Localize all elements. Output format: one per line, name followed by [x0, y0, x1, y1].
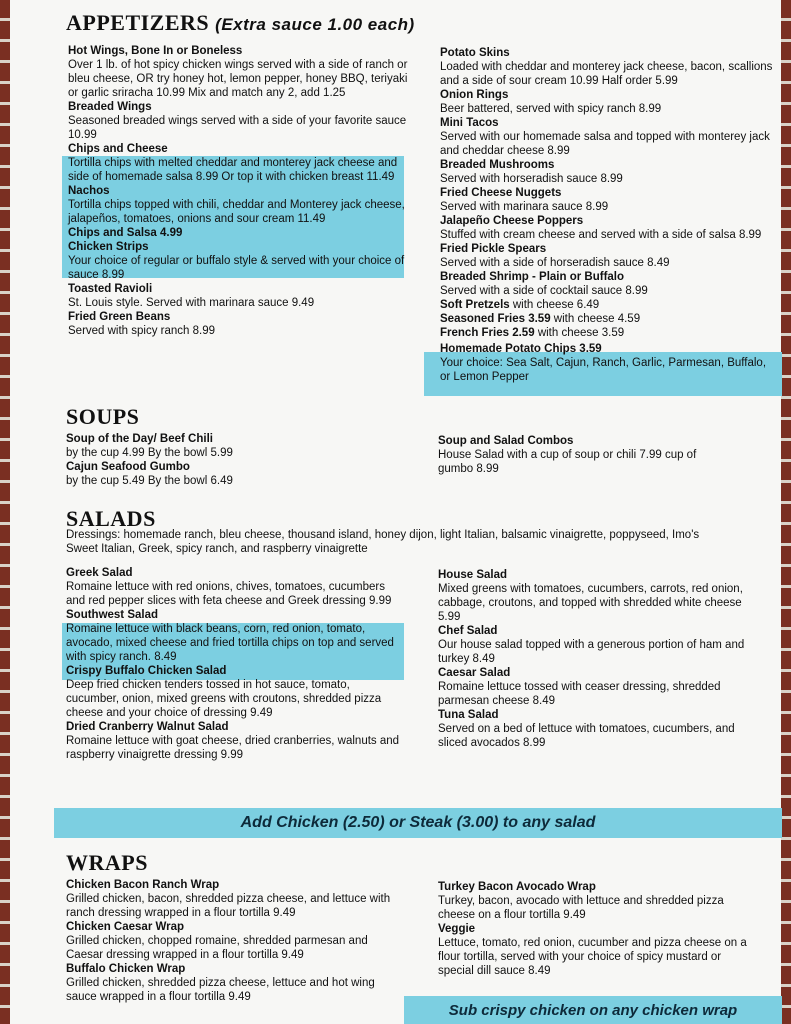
menu-item [440, 326, 776, 340]
appetizers-title: APPETIZERS [66, 10, 210, 35]
appetizers-right-column [440, 46, 776, 384]
item-name: Tuna Salad [438, 709, 499, 721]
item-desc: Served with a side of horseradish sauce 8.49 [440, 257, 670, 269]
item-name: Breaded Mushrooms [440, 159, 555, 171]
salads-heading: SALADS [66, 506, 156, 531]
item-name: Crispy Buffalo Chicken Salad [66, 665, 227, 677]
menu-item [438, 880, 758, 922]
menu-item [440, 270, 776, 298]
item-name: French Fries 2.59 [440, 327, 535, 339]
item-desc: with cheese 4.59 [553, 313, 641, 325]
appetizers-left-column [68, 44, 408, 338]
item-desc: Romaine lettuce with black beans, corn, red onion, tomato, avocado, mixed cheese and fried tortilla chips on top and served with spicy ranch. 8.49 [66, 623, 394, 663]
item-desc: by the cup 4.99 By the bowl 5.99 [66, 447, 233, 459]
item-desc: Stuffed with cream cheese and served with a side of salsa 8.99 [440, 229, 762, 241]
salad-dressings: Dressings: homemade ranch, bleu cheese, thousand island, honey dijon, light Italian, balsamic vinaigrette, poppyseed, Imo's Sweet Italian, Greek, spicy ranch, and raspberry vinaigrette [66, 529, 700, 555]
item-name: Chef Salad [438, 625, 498, 637]
menu-item [68, 240, 408, 282]
item-desc: with cheese 6.49 [512, 299, 600, 311]
brick-border-right [781, 0, 791, 1024]
item-name: Hot Wings, Bone In or Boneless [68, 45, 243, 57]
item-desc: Served on a bed of lettuce with tomatoes, cucumbers, and sliced avocados 8.99 [438, 723, 735, 749]
item-desc: Grilled chicken, shredded pizza cheese, lettuce and hot wing sauce wrapped in a flour tortilla 9.49 [66, 977, 375, 1003]
menu-item [66, 432, 406, 460]
menu-item [438, 922, 758, 978]
item-desc: Served with horseradish sauce 8.99 [440, 173, 623, 185]
item-name: Breaded Shrimp - Plain or Buffalo [440, 271, 625, 283]
item-name: Fried Cheese Nuggets [440, 187, 562, 199]
item-desc: Your choice: Sea Salt, Cajun, Ranch, Garlic, Parmesan, Buffalo, or Lemon Pepper [440, 357, 767, 383]
appetizers-heading [66, 10, 415, 36]
menu-item [66, 566, 406, 608]
menu-item [440, 214, 776, 242]
item-name: Breaded Wings [68, 101, 152, 113]
menu-item [68, 142, 408, 184]
wraps-right-column [438, 880, 758, 978]
item-desc: Romaine lettuce with red onions, chives, tomatoes, cucumbers and red pepper slices with feta cheese and Greek dressing 9.99 [66, 581, 392, 607]
menu-item [440, 312, 776, 326]
menu-item [66, 720, 406, 762]
salads-right-column [438, 568, 760, 750]
item-desc: Loaded with cheddar and monterey jack cheese, bacon, scallions and a side of sour cream 10.99 Half order 5.99 [440, 61, 773, 87]
item-desc: Your choice of regular or buffalo style & served with your choice of sauce 8.99 [68, 255, 405, 281]
item-name: Homemade Potato Chips 3.59 [440, 343, 602, 355]
item-name: Chips and Cheese [68, 143, 168, 155]
item-name: Soft Pretzels [440, 299, 510, 311]
menu-item [440, 46, 776, 88]
soups-left-column [66, 432, 406, 488]
menu-item [440, 158, 776, 186]
menu-item [438, 708, 760, 750]
item-name: Caesar Salad [438, 667, 511, 679]
wraps-left-column [66, 878, 406, 1004]
item-desc: Over 1 lb. of hot spicy chicken wings served with a side of ranch or bleu cheese, OR try honey hot, lemon pepper, honey BBQ, teriyaki or garlic sriracha 10.99 Mix and match any 2, add 1.25 [68, 59, 408, 99]
wrap-sub-banner: Sub crispy chicken on any chicken wrap [404, 996, 782, 1024]
appetizers-subtitle: (Extra sauce 1.00 each) [215, 15, 415, 34]
menu-item [68, 282, 408, 310]
item-desc: Served with marinara sauce 8.99 [440, 201, 609, 213]
item-desc: Beer battered, served with spicy ranch 8.99 [440, 103, 662, 115]
menu-item [68, 310, 408, 338]
item-desc: Tortilla chips with melted cheddar and monterey jack cheese and side of homemade salsa 8.99 Or top it with chicken breast 11.49 [68, 157, 398, 183]
item-name: Chips and Salsa 4.99 [68, 227, 183, 239]
item-name: Fried Pickle Spears [440, 243, 547, 255]
soups-right-column [438, 434, 728, 476]
item-desc: Served with our homemade salsa and topped with monterey jack and cheddar cheese 8.99 [440, 131, 770, 157]
item-name: Turkey Bacon Avocado Wrap [438, 881, 596, 893]
item-desc: Mixed greens with tomatoes, cucumbers, carrots, red onion, cabbage, croutons, and topped with shredded white cheese 5.99 [438, 583, 743, 623]
item-desc: Deep fried chicken tenders tossed in hot sauce, tomato, cucumber, onion, mixed greens with croutons, shredded pizza cheese and your choice of dressing 9.49 [66, 679, 382, 719]
brick-border-left [0, 0, 10, 1024]
menu-item [66, 962, 406, 1004]
item-name: Seasoned Fries 3.59 [440, 313, 551, 325]
item-name: House Salad [438, 569, 508, 581]
item-name: Cajun Seafood Gumbo [66, 461, 190, 473]
item-desc: Lettuce, tomato, red onion, cucumber and pizza cheese on a flour tortilla, served with your choice of spicy mustard or special dill sauce 8.49 [438, 937, 747, 977]
item-name: Potato Skins [440, 47, 510, 59]
item-name: Jalapeño Cheese Poppers [440, 215, 584, 227]
item-name: Mini Tacos [440, 117, 499, 129]
menu-item [438, 666, 760, 708]
wraps-heading: WRAPS [66, 850, 148, 875]
soups-heading: SOUPS [66, 404, 140, 429]
item-name: Greek Salad [66, 567, 133, 579]
menu-item [438, 568, 760, 624]
item-desc: Seasoned breaded wings served with a side of your favorite sauce 10.99 [68, 115, 407, 141]
item-desc: Turkey, bacon, avocado with lettuce and shredded pizza cheese on a flour tortilla 9.49 [438, 895, 724, 921]
item-name: Dried Cranberry Walnut Salad [66, 721, 229, 733]
menu-item [440, 88, 776, 116]
item-name: Nachos [68, 185, 110, 197]
menu-item [440, 186, 776, 214]
item-name: Fried Green Beans [68, 311, 171, 323]
item-name: Soup of the Day/ Beef Chili [66, 433, 213, 445]
menu-item [66, 608, 406, 664]
item-name: Chicken Bacon Ranch Wrap [66, 879, 220, 891]
item-desc: St. Louis style. Served with marinara sauce 9.49 [68, 297, 315, 309]
menu-item [440, 342, 776, 384]
item-desc: House Salad with a cup of soup or chili 7.99 cup of gumbo 8.99 [438, 449, 697, 475]
item-desc: Served with spicy ranch 8.99 [68, 325, 216, 337]
menu-item [66, 664, 406, 720]
item-name: Chicken Strips [68, 241, 149, 253]
item-desc: by the cup 5.49 By the bowl 6.49 [66, 475, 233, 487]
salad-addon-banner: Add Chicken (2.50) or Steak (3.00) to any salad [54, 808, 782, 838]
item-name: Soup and Salad Combos [438, 435, 574, 447]
item-name: Chicken Caesar Wrap [66, 921, 185, 933]
menu-item [440, 242, 776, 270]
item-desc: Romaine lettuce tossed with ceaser dressing, shredded parmesan cheese 8.49 [438, 681, 721, 707]
item-desc: Grilled chicken, chopped romaine, shredded parmesan and Caesar dressing wrapped in a flour tortilla 9.49 [66, 935, 368, 961]
menu-item [440, 116, 776, 158]
item-name: Toasted Ravioli [68, 283, 153, 295]
menu-item [66, 460, 406, 488]
salads-left-column [66, 566, 406, 762]
item-desc: Tortilla chips topped with chili, cheddar and Monterey jack cheese, jalapeños, tomatoes, onions and sour cream 11.49 [68, 199, 405, 225]
menu-item [438, 624, 760, 666]
item-name: Onion Rings [440, 89, 509, 101]
item-name: Buffalo Chicken Wrap [66, 963, 186, 975]
item-desc: Our house salad topped with a generous portion of ham and turkey 8.49 [438, 639, 745, 665]
item-name: Southwest Salad [66, 609, 159, 621]
item-name: Veggie [438, 923, 476, 935]
menu-item [438, 434, 728, 476]
item-desc: with cheese 3.59 [537, 327, 625, 339]
menu-item [68, 226, 408, 240]
menu-item [66, 878, 406, 920]
menu-item [68, 100, 408, 142]
menu-item [440, 298, 776, 312]
menu-item [66, 920, 406, 962]
item-desc: Grilled chicken, bacon, shredded pizza cheese, and lettuce with ranch dressing wrapped in a flour tortilla 9.49 [66, 893, 391, 919]
menu-item [68, 184, 408, 226]
item-desc: Romaine lettuce with goat cheese, dried cranberries, walnuts and raspberry vinaigrette dressing 9.99 [66, 735, 400, 761]
item-desc: Served with a side of cocktail sauce 8.99 [440, 285, 648, 297]
menu-item [68, 44, 408, 100]
